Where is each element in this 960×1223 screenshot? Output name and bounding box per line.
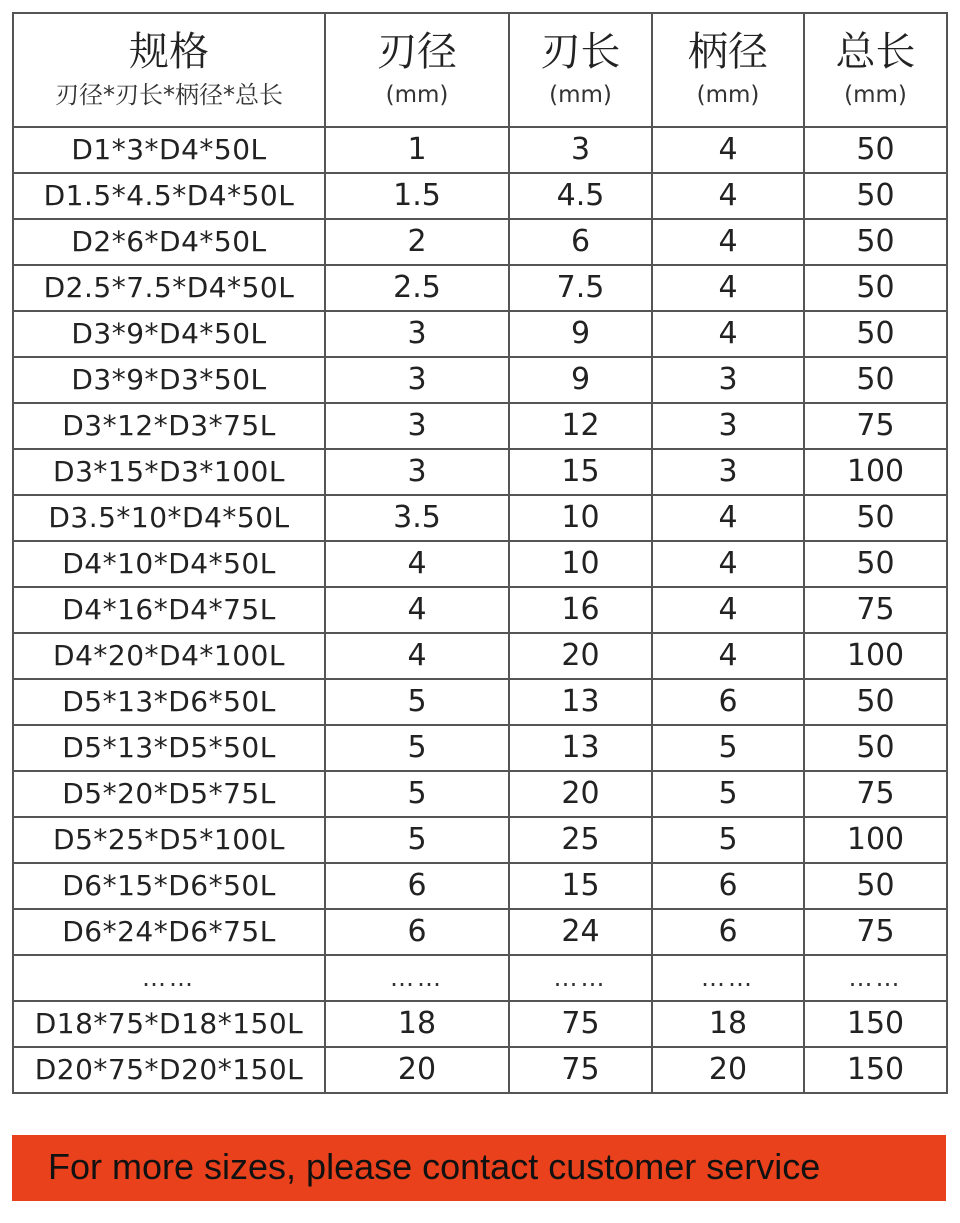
header-blade-length-title: 刃长 <box>540 29 621 75</box>
cell-spec: D1*3*D4*50L <box>13 127 325 173</box>
cell-total-length: 150 <box>804 1047 947 1093</box>
cell-total-length: 50 <box>804 127 947 173</box>
cell-blade-diameter: 6 <box>325 863 509 909</box>
table-row <box>13 495 947 541</box>
cell-blade-diameter: 5 <box>325 817 509 863</box>
table-row <box>13 173 947 219</box>
cell-spec: D3*12*D3*75L <box>13 403 325 449</box>
cell-spec: D3*9*D3*50L <box>13 357 325 403</box>
cell-total-length: 75 <box>804 587 947 633</box>
table-row <box>13 679 947 725</box>
cell-spec: D2*6*D4*50L <box>13 219 325 265</box>
contact-banner-text: For more sizes, please contact customer service <box>48 1146 821 1187</box>
table-row <box>13 403 947 449</box>
cell-spec: D4*16*D4*75L <box>13 587 325 633</box>
cell-blade-length: 3 <box>509 127 652 173</box>
header-unit: (mm) <box>549 82 612 108</box>
cell-blade-diameter: 1 <box>325 127 509 173</box>
cell-total-length: 50 <box>804 311 947 357</box>
cell-blade-length: 13 <box>509 679 652 725</box>
table-row <box>13 1001 947 1047</box>
cell-shank-diameter: 20 <box>652 1047 804 1093</box>
cell-ellipsis: …… <box>652 955 804 1001</box>
cell-total-length: 75 <box>804 771 947 817</box>
cell-blade-length: 24 <box>509 909 652 955</box>
cell-total-length: 50 <box>804 725 947 771</box>
cell-shank-diameter: 4 <box>652 633 804 679</box>
cell-blade-diameter: 2.5 <box>325 265 509 311</box>
table-row <box>13 725 947 771</box>
header-shank-diameter <box>652 13 804 127</box>
cell-shank-diameter: 4 <box>652 265 804 311</box>
cell-spec: D3.5*10*D4*50L <box>13 495 325 541</box>
cell-shank-diameter: 4 <box>652 541 804 587</box>
cell-shank-diameter: 4 <box>652 495 804 541</box>
cell-spec: D5*13*D6*50L <box>13 679 325 725</box>
cell-blade-diameter: 3 <box>325 311 509 357</box>
cell-blade-length: 75 <box>509 1001 652 1047</box>
header-unit: (mm) <box>696 82 760 108</box>
cell-blade-diameter: 5 <box>325 771 509 817</box>
cell-shank-diameter: 4 <box>652 219 804 265</box>
cell-spec: D5*20*D5*75L <box>13 771 325 817</box>
cell-total-length: 100 <box>804 633 947 679</box>
table-row <box>13 909 947 955</box>
cell-total-length: 50 <box>804 495 947 541</box>
header-blade-length <box>509 13 652 127</box>
table-row <box>13 311 947 357</box>
cell-total-length: 50 <box>804 265 947 311</box>
cell-blade-length: 9 <box>509 357 652 403</box>
cell-shank-diameter: 6 <box>652 863 804 909</box>
table-row <box>13 357 947 403</box>
cell-shank-diameter: 4 <box>652 587 804 633</box>
cell-shank-diameter: 6 <box>652 909 804 955</box>
cell-shank-diameter: 3 <box>652 449 804 495</box>
cell-spec: D6*24*D6*75L <box>13 909 325 955</box>
cell-spec: D20*75*D20*150L <box>13 1047 325 1093</box>
spec-sheet <box>12 12 946 1094</box>
cell-blade-diameter: 4 <box>325 633 509 679</box>
cell-blade-length: 15 <box>509 449 652 495</box>
cell-blade-length: 4.5 <box>509 173 652 219</box>
cell-blade-length: 75 <box>509 1047 652 1093</box>
cell-total-length: 75 <box>804 403 947 449</box>
cell-ellipsis: …… <box>804 955 947 1001</box>
cell-shank-diameter: 18 <box>652 1001 804 1047</box>
cell-spec: D5*13*D5*50L <box>13 725 325 771</box>
cell-shank-diameter: 4 <box>652 127 804 173</box>
header-blade-diameter-title: 刃径 <box>377 29 457 75</box>
header-shank-diameter-title: 柄径 <box>688 29 768 75</box>
cell-spec: D1.5*4.5*D4*50L <box>13 173 325 219</box>
cell-total-length: 100 <box>804 817 947 863</box>
cell-total-length: 50 <box>804 357 947 403</box>
cell-blade-length: 15 <box>509 863 652 909</box>
table-row <box>13 219 947 265</box>
table-body <box>13 127 947 1093</box>
cell-blade-diameter: 20 <box>325 1047 509 1093</box>
cell-spec: D5*25*D5*100L <box>13 817 325 863</box>
cell-blade-diameter: 3 <box>325 357 509 403</box>
cell-spec: D6*15*D6*50L <box>13 863 325 909</box>
cell-spec: D3*9*D4*50L <box>13 311 325 357</box>
cell-blade-diameter: 4 <box>325 541 509 587</box>
cell-blade-length: 10 <box>509 495 652 541</box>
cell-blade-diameter: 3 <box>325 449 509 495</box>
cell-blade-length: 9 <box>509 311 652 357</box>
cell-spec: D3*15*D3*100L <box>13 449 325 495</box>
cell-shank-diameter: 5 <box>652 817 804 863</box>
cell-blade-diameter: 1.5 <box>325 173 509 219</box>
cell-blade-length: 10 <box>509 541 652 587</box>
cell-blade-diameter: 3.5 <box>325 495 509 541</box>
cell-total-length: 150 <box>804 1001 947 1047</box>
table-row <box>13 771 947 817</box>
header-total-length-title: 总长 <box>835 29 916 75</box>
cell-blade-diameter: 4 <box>325 587 509 633</box>
cell-shank-diameter: 6 <box>652 679 804 725</box>
cell-shank-diameter: 5 <box>652 771 804 817</box>
table-row <box>13 1047 947 1093</box>
table-row <box>13 541 947 587</box>
table-row <box>13 587 947 633</box>
table-row <box>13 265 947 311</box>
header-spec-subtitle: 刃径*刃长*柄径*总长 <box>55 81 283 109</box>
cell-total-length: 50 <box>804 679 947 725</box>
table-header-row <box>13 13 947 127</box>
cell-shank-diameter: 4 <box>652 173 804 219</box>
cell-ellipsis: …… <box>509 955 652 1001</box>
cell-blade-diameter: 18 <box>325 1001 509 1047</box>
header-unit: (mm) <box>844 82 907 108</box>
cell-blade-diameter: 5 <box>325 679 509 725</box>
cell-total-length: 100 <box>804 449 947 495</box>
cell-blade-length: 6 <box>509 219 652 265</box>
cell-total-length: 75 <box>804 909 947 955</box>
cell-shank-diameter: 3 <box>652 357 804 403</box>
ellipsis-row <box>13 955 947 1001</box>
cell-total-length: 50 <box>804 541 947 587</box>
header-spec-title: 规格 <box>129 29 209 75</box>
header-blade-diameter <box>325 13 509 127</box>
cell-spec: D18*75*D18*150L <box>13 1001 325 1047</box>
header-spec <box>13 13 325 127</box>
cell-blade-diameter: 2 <box>325 219 509 265</box>
cell-ellipsis: …… <box>325 955 509 1001</box>
cell-blade-diameter: 3 <box>325 403 509 449</box>
table-row <box>13 863 947 909</box>
table-row <box>13 817 947 863</box>
header-total-length <box>804 13 947 127</box>
table-row <box>13 449 947 495</box>
cell-total-length: 50 <box>804 219 947 265</box>
cell-total-length: 50 <box>804 863 947 909</box>
cell-shank-diameter: 5 <box>652 725 804 771</box>
cell-spec: D4*20*D4*100L <box>13 633 325 679</box>
cell-blade-length: 7.5 <box>509 265 652 311</box>
cell-blade-length: 16 <box>509 587 652 633</box>
cell-spec: D2.5*7.5*D4*50L <box>13 265 325 311</box>
cell-shank-diameter: 3 <box>652 403 804 449</box>
cell-blade-length: 20 <box>509 633 652 679</box>
cell-spec: D4*10*D4*50L <box>13 541 325 587</box>
cell-blade-length: 25 <box>509 817 652 863</box>
cell-blade-length: 12 <box>509 403 652 449</box>
spec-table <box>12 12 948 1094</box>
cell-blade-diameter: 6 <box>325 909 509 955</box>
cell-blade-diameter: 5 <box>325 725 509 771</box>
table-row <box>13 633 947 679</box>
cell-shank-diameter: 4 <box>652 311 804 357</box>
table-row <box>13 127 947 173</box>
cell-total-length: 50 <box>804 173 947 219</box>
cell-blade-length: 13 <box>509 725 652 771</box>
cell-ellipsis: …… <box>13 955 325 1001</box>
header-unit: (mm) <box>385 82 449 108</box>
contact-banner <box>12 1135 946 1201</box>
cell-blade-length: 20 <box>509 771 652 817</box>
